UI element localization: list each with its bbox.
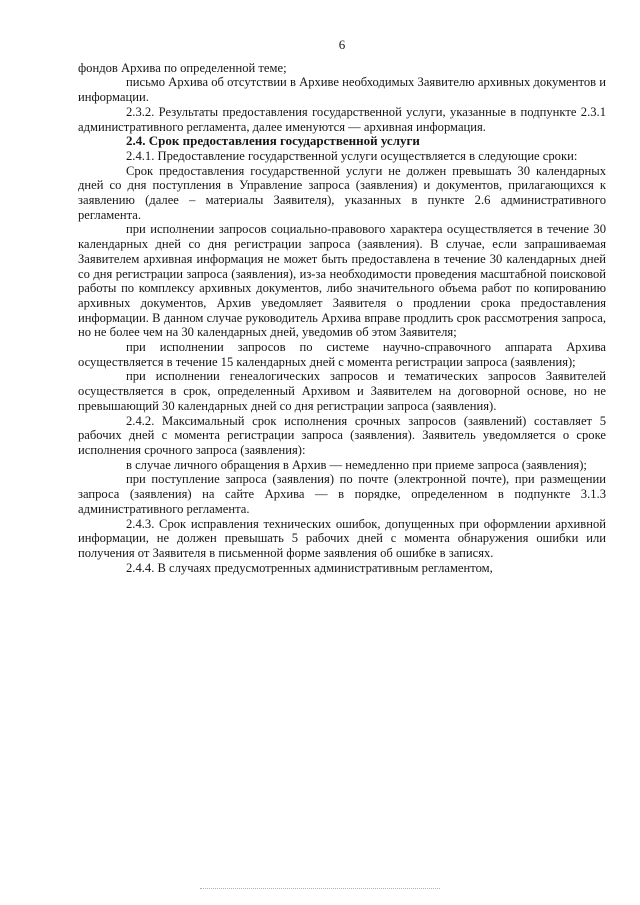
- paragraph-term-30-days: Срок предоставления государственной услуги не должен превышать 30 календарных дней со дня поступления в Управление запроса (заявления) и документов, прилагающихся к заявлению (далее – материалы Заявителя), указанных в пункте 2.6 административного регламента.: [78, 163, 606, 222]
- paragraph-continuation: фондов Архива по определенной теме;: [78, 60, 287, 75]
- paragraph-social-legal: при исполнении запросов социально-правового характера осуществляется в течение 30 календарных дней со дня регистрации запроса (заявления). В случае, если запрашиваемая Заявителем архивная информация не может быть предоставлена в течение 30 календарных дней со дня регистрации запроса (заявления), из-за необходимости проведения масштабной поисковой работы по комплексу архивных документов, либо значительного объема работ по копированию архивных документов, Архив уведомляет Заявителя о продлении срока предоставления информации. В данном случае руководитель Архива вправе продлить срок рассмотрения запроса, но не более чем на 30 календарных дней, уведомив об этом Заявителя;: [78, 222, 606, 340]
- paragraph-genealogical: при исполнении генеалогических запросов и тематических запросов Заявителей осуществляется в срок, определенный Архивом и Заявителем на договорной основе, но не превышающий 30 календарных дней со дня регистрации запроса (заявления).: [78, 369, 606, 413]
- paragraph-2-4-2: 2.4.2. Максимальный срок исполнения срочных запросов (заявлений) составляет 5 рабочих дней с момента регистрации запроса (заявления). Заявитель уведомляется о сроке исполнения срочного запроса (заявления):: [78, 413, 606, 457]
- paragraph-2-4-3: 2.4.3. Срок исправления технических ошибок, допущенных при оформлении архивной информации, не должен превышать 5 рабочих дней с момента обнаружения ошибки или получения от Заявителя в письменной форме заявления об ошибке в записях.: [78, 516, 606, 560]
- bottom-divider: [200, 888, 440, 889]
- paragraph-mail-submission: при поступление запроса (заявления) по почте (электронной почте), при размещении запроса (заявления) на сайте Архива — в порядке, определенном в подпункте 3.1.3 административного регламента.: [78, 472, 606, 516]
- paragraph-2-4-1: 2.4.1. Предоставление государственной услуги осуществляется в следующие сроки:: [126, 148, 578, 163]
- paragraph-reference-apparatus: при исполнении запросов по системе научно-справочного аппарата Архива осуществляется в течение 15 календарных дней с момента регистрации запроса (заявления);: [78, 340, 606, 369]
- paragraph-2-4-4: 2.4.4. В случаях предусмотренных административным регламентом,: [126, 560, 493, 575]
- paragraph-personal-visit: в случае личного обращения в Архив — немедленно при приеме запроса (заявления);: [126, 457, 587, 472]
- paragraph-letter-absence: письмо Архива об отсутствии в Архиве необходимых Заявителю архивных документов и информации.: [78, 75, 606, 105]
- section-heading-2-4: 2.4. Срок предоставления государственной услуги: [126, 133, 420, 149]
- page-number: 6: [338, 37, 346, 52]
- paragraph-2-3-2: 2.3.2. Результаты предоставления государственной услуги, указанные в подпункте 2.3.1 административного регламента, далее именуются — архивная информация.: [78, 104, 606, 134]
